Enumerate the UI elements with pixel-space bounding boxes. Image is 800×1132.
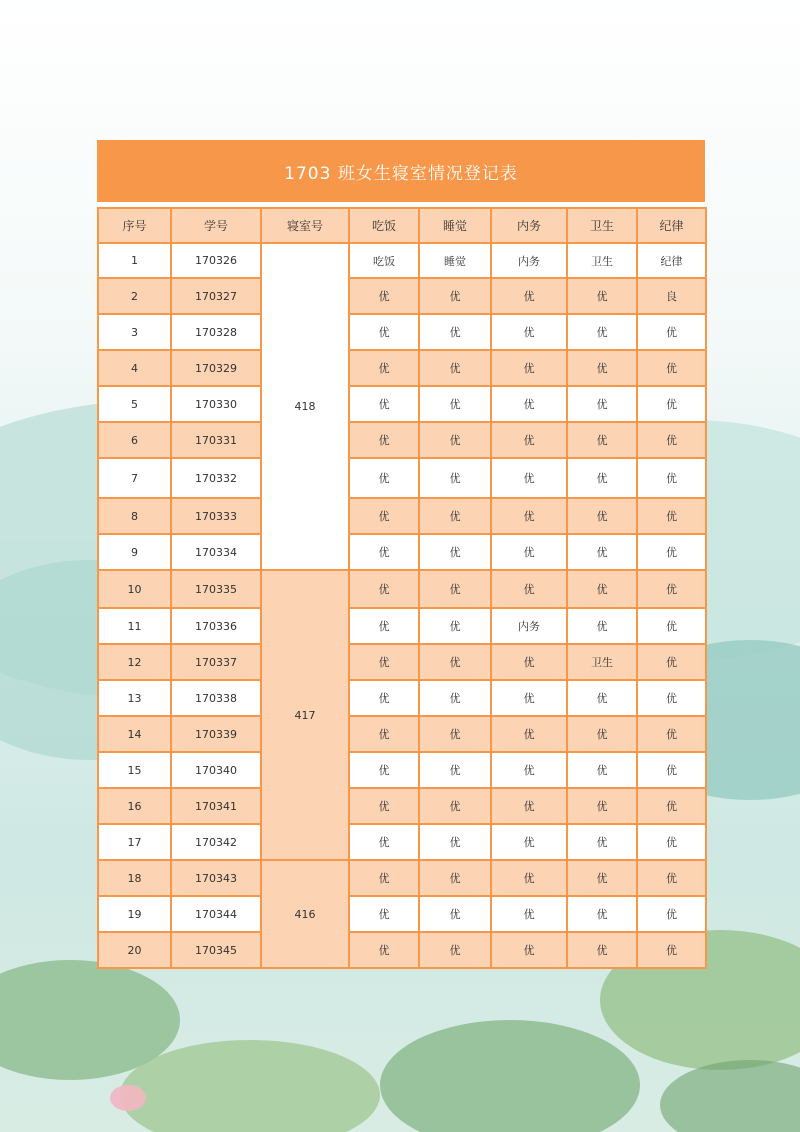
cell-room: 417 [261,570,349,860]
cell-discipline: 优 [637,896,706,932]
cell-student-id: 170334 [171,534,261,570]
table-row [98,534,706,570]
table-row [98,860,706,896]
cell-discipline: 良 [637,278,706,314]
cell-eating: 优 [349,386,419,422]
table-row [98,422,706,458]
cell-no: 13 [98,680,171,716]
cell-housekeeping: 优 [491,314,567,350]
cell-housekeeping: 优 [491,824,567,860]
table-row [98,350,706,386]
cell-hygiene: 优 [567,314,637,350]
cell-housekeeping: 优 [491,534,567,570]
cell-housekeeping: 优 [491,644,567,680]
cell-student-id: 170330 [171,386,261,422]
cell-eating: 优 [349,498,419,534]
cell-eating: 吃饭 [349,243,419,278]
header-eating: 吃饭 [349,208,419,243]
cell-hygiene: 优 [567,570,637,608]
cell-sleeping: 优 [419,716,491,752]
table-row [98,498,706,534]
cell-discipline: 优 [637,680,706,716]
cell-no: 17 [98,824,171,860]
cell-student-id: 170338 [171,680,261,716]
cell-eating: 优 [349,824,419,860]
header-no: 序号 [98,208,171,243]
cell-hygiene: 优 [567,458,637,498]
cell-no: 6 [98,422,171,458]
cell-sleeping: 优 [419,788,491,824]
cell-no: 11 [98,608,171,644]
cell-discipline: 优 [637,788,706,824]
header-discipline: 纪律 [637,208,706,243]
cell-discipline: 优 [637,860,706,896]
cell-eating: 优 [349,644,419,680]
cell-student-id: 170345 [171,932,261,968]
table-row [98,896,706,932]
cell-hygiene: 优 [567,932,637,968]
cell-sleeping: 优 [419,896,491,932]
cell-hygiene: 优 [567,752,637,788]
cell-housekeeping: 优 [491,350,567,386]
cell-sleeping: 优 [419,350,491,386]
header-hygiene: 卫生 [567,208,637,243]
cell-sleeping: 优 [419,314,491,350]
cell-hygiene: 优 [567,716,637,752]
cell-eating: 优 [349,752,419,788]
table-row [98,243,706,278]
cell-discipline: 优 [637,534,706,570]
cell-housekeeping: 优 [491,386,567,422]
cell-eating: 优 [349,608,419,644]
cell-discipline: 优 [637,498,706,534]
cell-hygiene: 优 [567,350,637,386]
cell-eating: 优 [349,570,419,608]
cell-discipline: 优 [637,422,706,458]
cell-room: 416 [261,860,349,968]
cell-hygiene: 优 [567,824,637,860]
cell-sleeping: 优 [419,680,491,716]
cell-discipline: 优 [637,644,706,680]
cell-eating: 优 [349,350,419,386]
cell-room: 418 [261,243,349,570]
cell-hygiene: 优 [567,422,637,458]
cell-no: 3 [98,314,171,350]
cell-no: 8 [98,498,171,534]
cell-hygiene: 优 [567,896,637,932]
cell-housekeeping: 优 [491,752,567,788]
cell-housekeeping: 优 [491,498,567,534]
cell-hygiene: 卫生 [567,243,637,278]
cell-hygiene: 优 [567,860,637,896]
cell-discipline: 优 [637,932,706,968]
table-row [98,716,706,752]
header-sleeping: 睡觉 [419,208,491,243]
cell-no: 1 [98,243,171,278]
cell-housekeeping: 优 [491,932,567,968]
cell-eating: 优 [349,896,419,932]
cell-no: 4 [98,350,171,386]
cell-sleeping: 优 [419,386,491,422]
cell-eating: 优 [349,788,419,824]
cell-no: 15 [98,752,171,788]
cell-discipline: 优 [637,314,706,350]
cell-sleeping: 优 [419,534,491,570]
cell-hygiene: 优 [567,498,637,534]
cell-hygiene: 优 [567,534,637,570]
cell-discipline: 优 [637,458,706,498]
cell-hygiene: 卫生 [567,644,637,680]
table-row [98,458,706,498]
cell-eating: 优 [349,422,419,458]
cell-sleeping: 优 [419,608,491,644]
cell-hygiene: 优 [567,680,637,716]
table-row [98,932,706,968]
cell-eating: 优 [349,458,419,498]
table-row [98,608,706,644]
cell-hygiene: 优 [567,386,637,422]
table-row [98,752,706,788]
cell-eating: 优 [349,860,419,896]
header-row [98,208,706,243]
cell-sleeping: 优 [419,278,491,314]
register-sheet [97,140,705,969]
cell-no: 19 [98,896,171,932]
table-row [98,644,706,680]
cell-eating: 优 [349,716,419,752]
cell-sleeping: 优 [419,824,491,860]
cell-housekeeping: 优 [491,680,567,716]
cell-student-id: 170331 [171,422,261,458]
cell-housekeeping: 优 [491,278,567,314]
cell-student-id: 170340 [171,752,261,788]
cell-discipline: 优 [637,350,706,386]
cell-sleeping: 优 [419,498,491,534]
cell-discipline: 优 [637,608,706,644]
cell-eating: 优 [349,278,419,314]
cell-discipline: 优 [637,386,706,422]
cell-sleeping: 优 [419,458,491,498]
register-table [97,207,707,969]
cell-student-id: 170332 [171,458,261,498]
cell-student-id: 170329 [171,350,261,386]
cell-discipline: 纪律 [637,243,706,278]
table-row [98,386,706,422]
cell-housekeeping: 优 [491,716,567,752]
cell-housekeeping: 优 [491,860,567,896]
table-row [98,788,706,824]
cell-sleeping: 睡觉 [419,243,491,278]
cell-housekeeping: 优 [491,788,567,824]
cell-student-id: 170335 [171,570,261,608]
cell-no: 5 [98,386,171,422]
cell-no: 20 [98,932,171,968]
cell-discipline: 优 [637,570,706,608]
cell-no: 18 [98,860,171,896]
cell-housekeeping: 优 [491,422,567,458]
cell-student-id: 170343 [171,860,261,896]
table-row [98,314,706,350]
cell-no: 7 [98,458,171,498]
cell-student-id: 170327 [171,278,261,314]
table-row [98,824,706,860]
cell-sleeping: 优 [419,644,491,680]
cell-hygiene: 优 [567,608,637,644]
cell-no: 14 [98,716,171,752]
cell-student-id: 170337 [171,644,261,680]
cell-student-id: 170339 [171,716,261,752]
cell-hygiene: 优 [567,278,637,314]
cell-sleeping: 优 [419,932,491,968]
table-row [98,278,706,314]
cell-no: 12 [98,644,171,680]
cell-housekeeping: 优 [491,896,567,932]
cell-hygiene: 优 [567,788,637,824]
cell-student-id: 170336 [171,608,261,644]
cell-eating: 优 [349,680,419,716]
cell-discipline: 优 [637,824,706,860]
cell-no: 9 [98,534,171,570]
cell-housekeeping: 内务 [491,243,567,278]
cell-sleeping: 优 [419,752,491,788]
cell-sleeping: 优 [419,570,491,608]
cell-no: 2 [98,278,171,314]
cell-student-id: 170342 [171,824,261,860]
title-bar [97,140,705,207]
cell-sleeping: 优 [419,860,491,896]
cell-student-id: 170326 [171,243,261,278]
cell-no: 10 [98,570,171,608]
table-row [98,570,706,608]
cell-discipline: 优 [637,716,706,752]
cell-student-id: 170333 [171,498,261,534]
cell-student-id: 170328 [171,314,261,350]
table-row [98,680,706,716]
cell-no: 16 [98,788,171,824]
header-room: 寝室号 [261,208,349,243]
cell-eating: 优 [349,534,419,570]
cell-student-id: 170341 [171,788,261,824]
cell-eating: 优 [349,932,419,968]
header-housekeeping: 内务 [491,208,567,243]
cell-sleeping: 优 [419,422,491,458]
cell-student-id: 170344 [171,896,261,932]
header-student-id: 学号 [171,208,261,243]
cell-housekeeping: 优 [491,458,567,498]
cell-eating: 优 [349,314,419,350]
cell-discipline: 优 [637,752,706,788]
cell-housekeeping: 内务 [491,608,567,644]
cell-housekeeping: 优 [491,570,567,608]
page-title: 1703 班女生寝室情况登记表 [284,163,518,184]
